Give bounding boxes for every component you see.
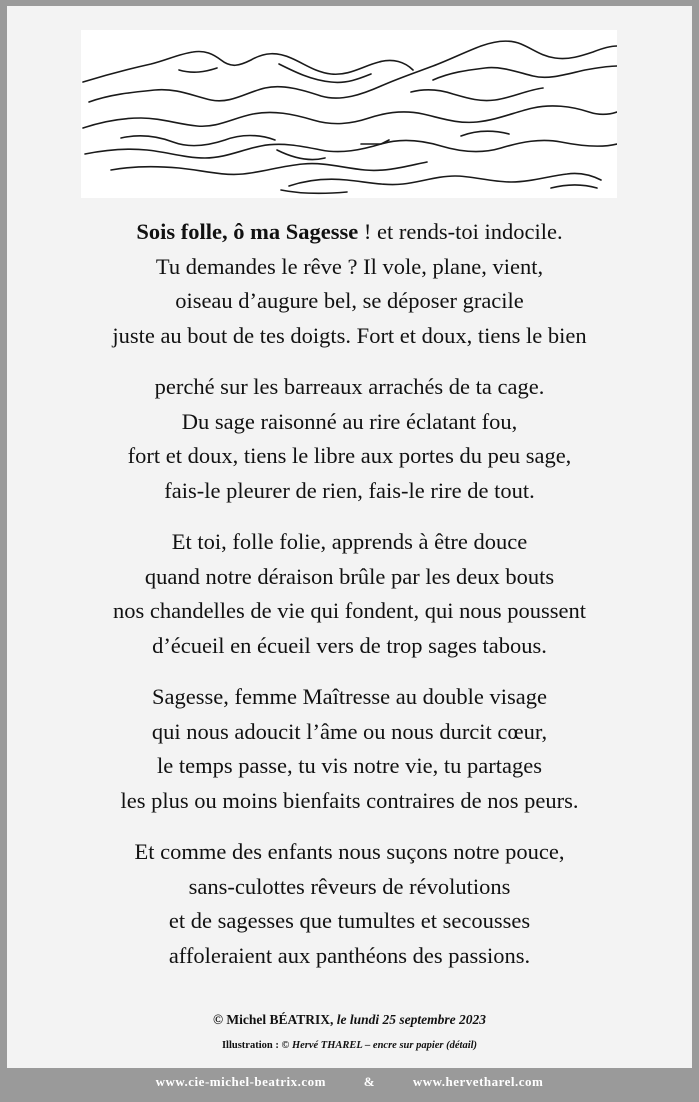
poem-title-phrase: Sois folle, ô ma Sagesse (136, 219, 359, 244)
poem-line (7, 680, 692, 715)
poem-line (7, 939, 692, 974)
poem-line-text: les plus ou moins bienfaits contraires de nos peurs. (120, 787, 579, 813)
stanza (7, 525, 692, 663)
website-link-hervetharel[interactable]: www.hervetharel.com (412, 1074, 544, 1089)
poem-line-text: oiseau d’augure bel, se déposer gracile (175, 288, 524, 313)
poem-line (7, 629, 692, 664)
stanza (7, 835, 692, 973)
poem-date: le lundi 25 septembre 2023 (333, 1012, 487, 1027)
poem-line (7, 405, 692, 440)
poem-line-text: quand notre déraison brûle par les deux bouts (144, 563, 555, 589)
poem-line-text: et de sagesses que tumultes et secousses (168, 908, 531, 933)
signature-line (7, 1012, 692, 1028)
stanza (7, 215, 692, 353)
poem-line-text: Et toi, folle folie, apprends à être douce (171, 529, 528, 554)
poem-line-text: fais-le pleurer de rien, fais-le rire de tout. (164, 477, 535, 503)
poem-line (7, 749, 692, 784)
poem-body (7, 215, 692, 990)
poem-line (7, 525, 692, 560)
stanza (7, 370, 692, 508)
poem-line-text: ! et rends-toi indocile. (358, 219, 563, 244)
stanza (7, 680, 692, 818)
poem-line-text: Du sage raisonné au rire éclatant fou, (181, 408, 518, 434)
poem-line (7, 594, 692, 629)
author-name: © Michel BÉATRIX, (212, 1012, 334, 1027)
illustration-credit (7, 1040, 692, 1051)
poem-line (7, 250, 692, 285)
poem-line-text: qui nous adoucit l’âme ou nous durcit cœur, (151, 718, 548, 744)
poem-line-text: Sagesse, femme Maîtresse au double visage (152, 684, 547, 709)
poem-line (7, 870, 692, 905)
poem-line (7, 215, 692, 250)
poem-line (7, 784, 692, 819)
poem-line (7, 474, 692, 509)
poem-line-text: d’écueil en écueil vers de trop sages tabous. (152, 632, 547, 658)
poem-line-text: nos chandelles de vie qui fondent, qui nous poussent (112, 598, 587, 623)
poem-line-text: affoleraient aux panthéons des passions. (168, 942, 531, 968)
poem-line-text: le temps passe, tu vis notre vie, tu partages (157, 753, 542, 778)
poem-line (7, 835, 692, 870)
poem-line (7, 319, 692, 354)
poem-line-text: sans-culottes rêveurs de révolutions (188, 873, 511, 899)
footer-separator: & (363, 1074, 376, 1089)
poem-line-text: Et comme des enfants nous suçons notre pouce, (134, 839, 565, 864)
poem-card (7, 6, 692, 1068)
poem-line-text: fort et doux, tiens le libre aux portes du peu sage, (127, 443, 572, 468)
poem-line-text: juste au bout de tes doigts. Fort et doux, tiens le bien (112, 322, 587, 348)
poem-line (7, 560, 692, 595)
poem-line (7, 439, 692, 474)
credit-text: © Hervé THAREL – encre sur papier (détail) (281, 1040, 478, 1051)
poem-line (7, 715, 692, 750)
poem-line (7, 284, 692, 319)
poem-line (7, 370, 692, 405)
ink-waves-illustration (81, 30, 617, 198)
poem-line-text: Tu demandes le rêve ? Il vole, plane, vient, (155, 253, 544, 279)
poem-line-text: perché sur les barreaux arrachés de ta cage. (154, 374, 545, 399)
poem-line (7, 904, 692, 939)
footer-links (0, 1074, 699, 1090)
website-link-cie-michel-beatrix[interactable]: www.cie-michel-beatrix.com (155, 1074, 326, 1089)
credit-prefix: Illustration : (221, 1040, 282, 1051)
